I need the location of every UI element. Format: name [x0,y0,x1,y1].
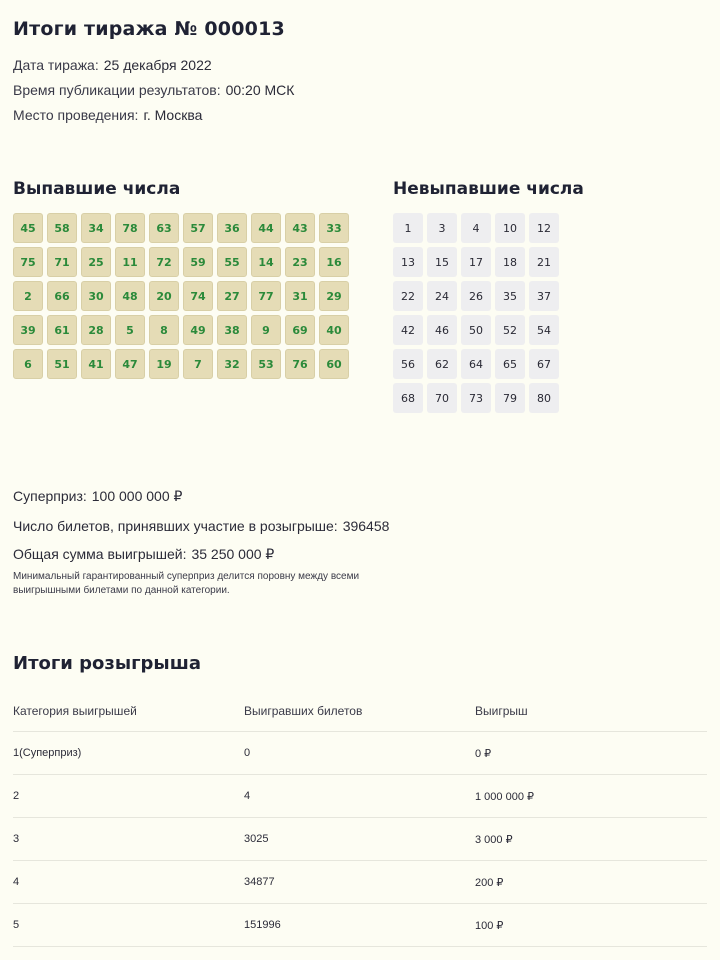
drawn-number-ball: 7 [183,349,213,379]
not-drawn-number-ball: 68 [393,383,423,413]
table-row [13,818,707,861]
not-drawn-number-ball: 80 [529,383,559,413]
draw-date-value: 25 декабря 2022 [103,57,212,73]
drawn-number-ball: 75 [13,247,43,277]
drawn-number-ball: 2 [13,281,43,311]
cell-prize: 1 000 000 ₽ [475,790,534,803]
draw-place [13,107,202,123]
table-row [13,775,707,818]
cell-winning-tickets: 0 [244,747,251,759]
drawn-number-ball: 69 [285,315,315,345]
superprize-value: 100 000 000 ₽ [91,488,183,504]
not-drawn-number-ball: 46 [427,315,457,345]
cell-prize: 0 ₽ [475,747,492,760]
cell-category: 1(Суперприз) [13,747,82,759]
draw-place-label: Место проведения: [13,107,139,123]
cell-category: 5 [13,919,20,931]
cell-winning-tickets: 34877 [244,876,275,888]
not-drawn-number-ball: 54 [529,315,559,345]
drawn-number-ball: 29 [319,281,349,311]
not-drawn-numbers-heading: Невыпавшие числа [393,179,584,199]
drawn-number-ball: 72 [149,247,179,277]
publish-time-label: Время публикации результатов: [13,82,221,98]
not-drawn-number-ball: 3 [427,213,457,243]
drawn-number-ball: 60 [319,349,349,379]
total-winnings-label: Общая сумма выигрышей: [13,546,187,562]
drawn-number-ball: 43 [285,213,315,243]
drawn-number-ball: 28 [81,315,111,345]
not-drawn-numbers-grid [393,213,559,413]
cell-winning-tickets: 4 [244,790,251,802]
drawn-number-ball: 14 [251,247,281,277]
drawn-number-ball: 34 [81,213,111,243]
superprize-label: Суперприз: [13,488,87,504]
drawn-number-ball: 9 [251,315,281,345]
drawn-number-ball: 74 [183,281,213,311]
not-drawn-number-ball: 21 [529,247,559,277]
not-drawn-number-ball: 13 [393,247,423,277]
cell-winning-tickets: 151996 [244,919,281,931]
drawn-number-ball: 55 [217,247,247,277]
table-header-row [13,690,707,732]
drawn-number-ball: 41 [81,349,111,379]
header-winning-tickets: Выигравших билетов [244,703,363,718]
draw-date [13,57,212,73]
drawn-number-ball: 71 [47,247,77,277]
not-drawn-number-ball: 79 [495,383,525,413]
drawn-number-ball: 16 [319,247,349,277]
table-row [13,861,707,904]
drawn-number-ball: 63 [149,213,179,243]
not-drawn-number-ball: 22 [393,281,423,311]
not-drawn-number-ball: 42 [393,315,423,345]
drawn-numbers-grid [13,213,349,379]
tickets-value: 396458 [342,518,390,534]
not-drawn-number-ball: 37 [529,281,559,311]
drawn-number-ball: 19 [149,349,179,379]
not-drawn-number-ball: 56 [393,349,423,379]
drawn-number-ball: 45 [13,213,43,243]
drawn-number-ball: 58 [47,213,77,243]
not-drawn-number-ball: 10 [495,213,525,243]
cell-prize: 100 ₽ [475,919,504,932]
cell-category: 3 [13,833,20,845]
not-drawn-number-ball: 62 [427,349,457,379]
drawn-number-ball: 25 [81,247,111,277]
table-row [13,904,707,947]
not-drawn-number-ball: 24 [427,281,457,311]
drawn-number-ball: 20 [149,281,179,311]
publish-time [13,82,294,98]
table-row [13,732,707,775]
drawn-number-ball: 61 [47,315,77,345]
drawn-number-ball: 66 [47,281,77,311]
cell-winning-tickets: 3025 [244,833,269,845]
total-winnings-info [13,546,274,563]
not-drawn-number-ball: 26 [461,281,491,311]
drawn-number-ball: 47 [115,349,145,379]
not-drawn-number-ball: 12 [529,213,559,243]
drawn-number-ball: 8 [149,315,179,345]
not-drawn-number-ball: 70 [427,383,457,413]
drawn-number-ball: 5 [115,315,145,345]
not-drawn-number-ball: 67 [529,349,559,379]
draw-date-label: Дата тиража: [13,57,99,73]
drawn-number-ball: 78 [115,213,145,243]
not-drawn-number-ball: 64 [461,349,491,379]
not-drawn-number-ball: 50 [461,315,491,345]
not-drawn-number-ball: 73 [461,383,491,413]
not-drawn-number-ball: 35 [495,281,525,311]
drawn-number-ball: 57 [183,213,213,243]
results-table [13,690,707,947]
results-heading: Итоги розыгрыша [13,653,201,674]
tickets-label: Число билетов, принявших участие в розыгрыше: [13,518,338,534]
not-drawn-number-ball: 15 [427,247,457,277]
drawn-number-ball: 23 [285,247,315,277]
drawn-number-ball: 39 [13,315,43,345]
not-drawn-number-ball: 52 [495,315,525,345]
cell-category: 2 [13,790,20,802]
drawn-number-ball: 53 [251,349,281,379]
drawn-number-ball: 38 [217,315,247,345]
drawn-number-ball: 48 [115,281,145,311]
tickets-info [13,518,389,534]
drawn-number-ball: 77 [251,281,281,311]
superprize-note: Минимальный гарантированный суперприз делится поровну между всеми выигрышными билетами по данной категории. [13,571,360,596]
header-prize: Выигрыш [475,703,528,718]
draw-place-value: г. Москва [143,107,203,123]
drawn-number-ball: 11 [115,247,145,277]
drawn-number-ball: 40 [319,315,349,345]
drawn-number-ball: 44 [251,213,281,243]
cell-category: 4 [13,876,20,888]
not-drawn-number-ball: 17 [461,247,491,277]
publish-time-value: 00:20 МСК [225,82,295,98]
drawn-number-ball: 36 [217,213,247,243]
not-drawn-number-ball: 18 [495,247,525,277]
drawn-number-ball: 30 [81,281,111,311]
drawn-number-ball: 27 [217,281,247,311]
drawn-number-ball: 49 [183,315,213,345]
drawn-numbers-heading: Выпавшие числа [13,179,181,199]
not-drawn-number-ball: 1 [393,213,423,243]
drawn-number-ball: 33 [319,213,349,243]
drawn-number-ball: 6 [13,349,43,379]
drawn-number-ball: 31 [285,281,315,311]
cell-prize: 200 ₽ [475,876,504,889]
total-winnings-value: 35 250 000 ₽ [191,546,275,562]
drawn-number-ball: 51 [47,349,77,379]
header-category: Категория выигрышей [13,703,137,718]
drawn-number-ball: 32 [217,349,247,379]
not-drawn-number-ball: 4 [461,213,491,243]
page-title: Итоги тиража № 000013 [13,18,285,40]
drawn-number-ball: 59 [183,247,213,277]
not-drawn-number-ball: 65 [495,349,525,379]
drawn-number-ball: 76 [285,349,315,379]
cell-prize: 3 000 ₽ [475,833,513,846]
superprize-info [13,488,182,505]
